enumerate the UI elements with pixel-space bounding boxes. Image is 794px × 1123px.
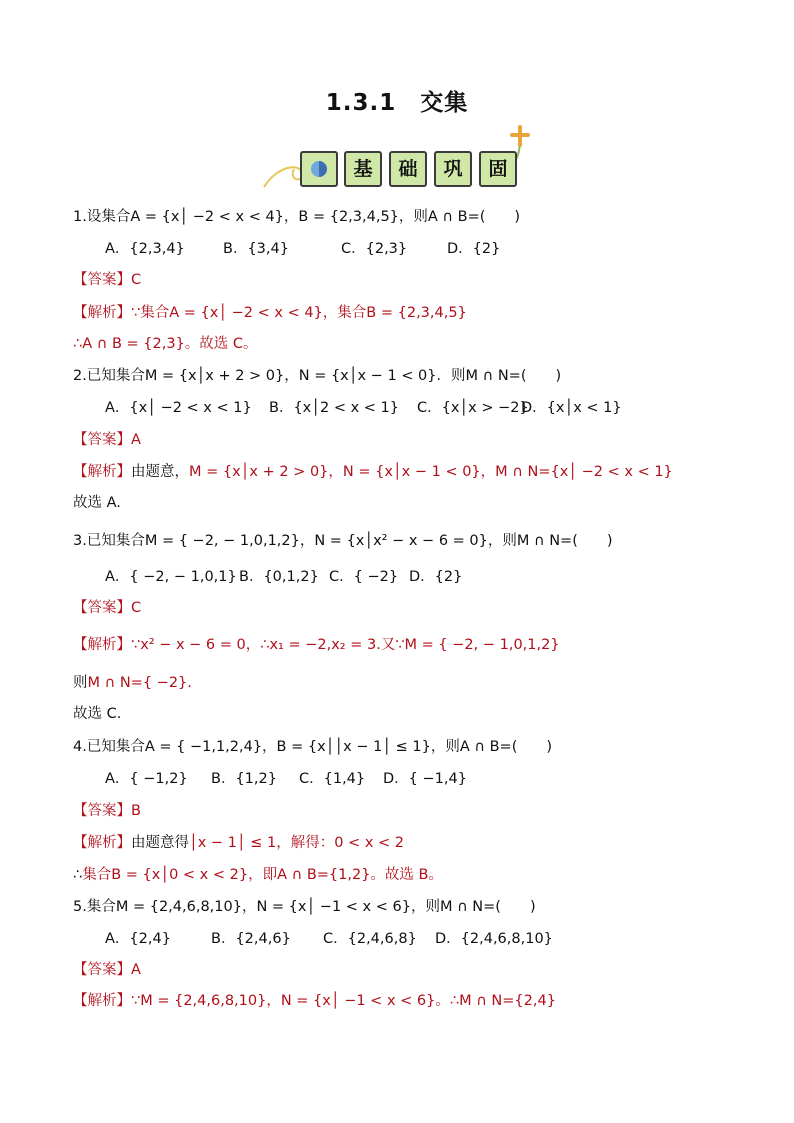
question-4-answer	[73, 801, 141, 821]
option-a: A．{2,3,4}	[105, 241, 185, 257]
option-c: C．{ −2}	[329, 569, 399, 585]
option-d: D．{x│x < 1}	[521, 400, 622, 416]
option-a: A．{x│ −2 < x < 1}	[105, 400, 252, 416]
explanation-tag: 【解析】	[73, 305, 131, 321]
answer-value: A	[131, 962, 141, 978]
explanation-text: ∵集合A = {x│ −2 < x < 4}，集合B = {2,3,4,5}	[131, 305, 467, 321]
option-d: D．{2}	[409, 569, 463, 585]
option-b: B．{2,4,6}	[211, 931, 291, 947]
question-4-explanation	[73, 833, 404, 853]
question-3-result	[73, 673, 192, 693]
page-title: 1.3.1 交集	[325, 90, 469, 116]
answer-tag: 【答案】	[73, 272, 131, 288]
option-d: D．{2}	[447, 241, 501, 257]
option-c: C．{2,3}	[341, 241, 408, 257]
option-d: D．{ −1,4}	[383, 771, 467, 787]
option-b: B．{0,1,2}	[239, 569, 319, 585]
question-4-stem: 4.已知集合A = { −1,1,2,4}，B = {x││x − 1│ ≤ 1}，则A ∩ B=( )	[73, 739, 553, 755]
result-prefix: 则	[73, 675, 88, 691]
question-3-explanation	[73, 635, 560, 655]
explanation-tag: 【解析】	[73, 835, 131, 851]
answer-tag: 【答案】	[73, 803, 131, 819]
explanation-text: ∵x² − x − 6 = 0，∴x₁ = −2,x₂ = 3.又∵M = { −2, − 1,0,1,2}	[131, 637, 560, 653]
banner-box-3: 巩	[434, 151, 472, 187]
option-c: C．{1,4}	[299, 771, 366, 787]
question-3-answer	[73, 598, 141, 618]
question-2-stem: 2.已知集合M = {x│x + 2 > 0}，N = {x│x − 1 < 0}．则M ∩ N=( )	[73, 368, 562, 384]
option-b: B．{3,4}	[223, 241, 289, 257]
conclusion-prefix: ∴	[73, 867, 83, 883]
question-3-conclusion: 故选 C.	[73, 706, 122, 722]
question-1-stem: 1.设集合A = {x│ −2 < x < 4}，B = {2,3,4,5}，则A ∩ B=( )	[73, 209, 521, 225]
question-4-options	[105, 769, 467, 789]
question-5-answer	[73, 960, 141, 980]
banner-box-1: 基	[344, 151, 382, 187]
question-2-explanation	[73, 462, 673, 482]
explanation-text: ∵M = {2,4,6,8,10}，N = {x│ −1 < x < 6}。∴M ∩ N={2,4}	[131, 993, 556, 1009]
explanation-tag: 【解析】	[73, 993, 131, 1009]
answer-tag: 【答案】	[73, 432, 131, 448]
explanation-tag: 【解析】	[73, 464, 131, 480]
answer-value: A	[131, 432, 141, 448]
answer-tag: 【答案】	[73, 600, 131, 616]
question-5-stem: 5.集合M = {2,4,6,8,10}，N = {x│ −1 < x < 6}，则M ∩ N=( )	[73, 899, 536, 915]
question-1-explanation	[73, 303, 467, 323]
option-d: D．{2,4,6,8,10}	[435, 931, 553, 947]
banner-box-2: 础	[389, 151, 427, 187]
answer-value: C	[131, 272, 142, 288]
option-a: A．{2,4}	[105, 931, 171, 947]
option-b: B．{1,2}	[211, 771, 277, 787]
question-2-options	[105, 398, 622, 418]
answer-tag: 【答案】	[73, 962, 131, 978]
globe-icon	[302, 153, 336, 185]
question-1-options	[105, 239, 500, 259]
banner-globe-box	[300, 151, 338, 187]
question-5-explanation	[73, 991, 556, 1011]
question-3-stem: 3.已知集合M = { −2, − 1,0,1,2}，N = {x│x² − x − 6 = 0}，则M ∩ N=( )	[73, 533, 613, 549]
question-2-conclusion: 故选 A.	[73, 495, 121, 511]
answer-value: B	[131, 803, 141, 819]
explanation-prefix: 由题意得	[131, 835, 189, 851]
option-c: C．{x│x > −2}	[417, 400, 529, 416]
conclusion-text: ∴A ∩ B = {2,3}。故选 C。	[73, 336, 258, 352]
answer-value: C	[131, 600, 142, 616]
explanation-prefix: 由题意，	[131, 464, 189, 480]
question-4-conclusion	[73, 865, 443, 885]
section-banner	[258, 125, 538, 195]
question-3-options	[105, 567, 462, 587]
banner-box-4: 固	[479, 151, 517, 187]
explanation-text: M = {x│x + 2 > 0}，N = {x│x − 1 < 0}，M ∩ N={x│ −2 < x < 1}	[189, 464, 673, 480]
question-1-answer	[73, 270, 141, 290]
option-a: A．{ −1,2}	[105, 771, 188, 787]
option-a: A．{ −2, − 1,0,1}	[105, 569, 237, 585]
explanation-text: │x − 1│ ≤ 1，解得：0 < x < 2	[189, 835, 404, 851]
option-c: C．{2,4,6,8}	[323, 931, 417, 947]
question-5-options	[105, 929, 553, 949]
explanation-tag: 【解析】	[73, 637, 131, 653]
option-b: B．{x│2 < x < 1}	[269, 400, 399, 416]
question-2-answer	[73, 430, 141, 450]
question-1-conclusion	[73, 334, 258, 354]
conclusion-text: 集合B = {x│0 < x < 2}，即A ∩ B={1,2}。故选 B。	[82, 867, 443, 883]
result-text: M ∩ N={ −2}.	[87, 675, 192, 691]
